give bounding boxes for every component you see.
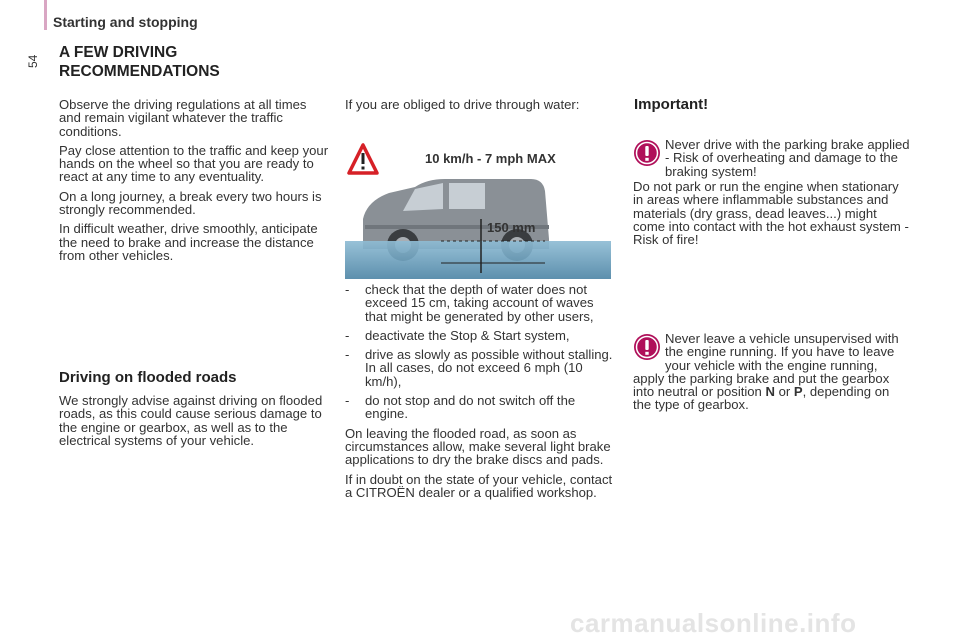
page-title-line1: A FEW DRIVING xyxy=(59,44,178,61)
warning-text-part: or xyxy=(774,384,794,400)
bullet-dash: - xyxy=(345,393,350,409)
list-item-text: check that the depth of water does not exceed 15 cm, taking account of waves that might be generated by other users, xyxy=(365,282,594,324)
flooded-roads-text: We strongly advise against driving on flooded roads, as this could cause serious damage to the engine or gearbox, as well as to the electrical systems of your vehicle. xyxy=(59,393,323,448)
water-intro-text: If you are obliged to drive through water: xyxy=(345,97,580,112)
list-item-text: drive as slowly as possible without stalling. In all cases, do not exceed 6 mph (10 km/h), xyxy=(365,347,613,389)
list-item xyxy=(345,394,617,421)
bullet-dash: - xyxy=(345,282,350,297)
list-item xyxy=(345,283,617,323)
svg-text:150 mm: 150 mm xyxy=(487,220,536,235)
bullet-dash: - xyxy=(345,327,350,343)
page-title xyxy=(59,43,299,81)
parking-fire-warning-text: Do not park or run the engine when stationary in areas where inflammable substances and materials (dry grass, dead leaves...) might come into contact with the hot exhaust system - Risk of fire! xyxy=(633,179,909,248)
warning-triangle-icon xyxy=(349,145,377,173)
list-item xyxy=(345,348,617,388)
list-item-text: deactivate the Stop & Start system, xyxy=(365,327,570,343)
water-area xyxy=(345,241,611,279)
paragraph: If in doubt on the state of your vehicle, contact a CITROËN dealer or a qualified workshop. xyxy=(345,471,613,500)
page-number: 54 xyxy=(26,54,40,68)
warning-exclamation-icon xyxy=(633,139,661,167)
section-header: Starting and stopping xyxy=(53,14,198,30)
flooded-roads-heading: Driving on flooded roads xyxy=(59,369,237,386)
warning-text-part: , depending on the type of gearbox. xyxy=(633,384,890,413)
list-item xyxy=(345,329,617,342)
paragraph: On leaving the flooded road, as soon as circumstances allow, make several light brake applications to dry the brake discs and pads. xyxy=(345,425,611,468)
unattended-vehicle-warning xyxy=(633,332,911,412)
parking-brake-warning: Never drive with the parking brake applied - Risk of overheating and damage to the braking system! xyxy=(665,137,910,179)
gear-neutral-label: N xyxy=(765,384,775,400)
warning-text-part: Never leave a vehicle unsupervised with the engine running. If you have to leave your vehicle with the engine running, apply the parking brake and put the gearbox into neutral or position xyxy=(633,331,899,400)
driving-recommendations-text xyxy=(59,98,329,268)
watermark: carmanualsonline.info xyxy=(570,608,857,638)
paragraph: In difficult weather, drive smoothly, anticipate the need to brake and increase the distance from other vehicles. xyxy=(59,221,318,263)
bullet-dash: - xyxy=(345,347,350,363)
water-checklist xyxy=(345,283,617,505)
section-marker-bar xyxy=(44,0,47,30)
flood-driving-illustration xyxy=(345,139,611,279)
page-title-line2: RECOMMENDATIONS xyxy=(59,63,220,80)
paragraph: On a long journey, a break every two hours is strongly recommended. xyxy=(59,188,322,218)
gear-park-label: P xyxy=(793,384,803,400)
paragraph: Observe the driving regulations at all times and remain vigilant whatever the traffic conditions. xyxy=(59,97,307,139)
svg-text:10 km/h - 7 mph MAX: 10 km/h - 7 mph MAX xyxy=(425,151,556,166)
list-item-text: do not stop and do not switch off the engine. xyxy=(365,393,576,422)
paragraph: Pay close attention to the traffic and keep your hands on the wheel so that you are ready to react at any time to any eventuality. xyxy=(59,142,329,185)
important-heading: Important! xyxy=(634,96,709,113)
